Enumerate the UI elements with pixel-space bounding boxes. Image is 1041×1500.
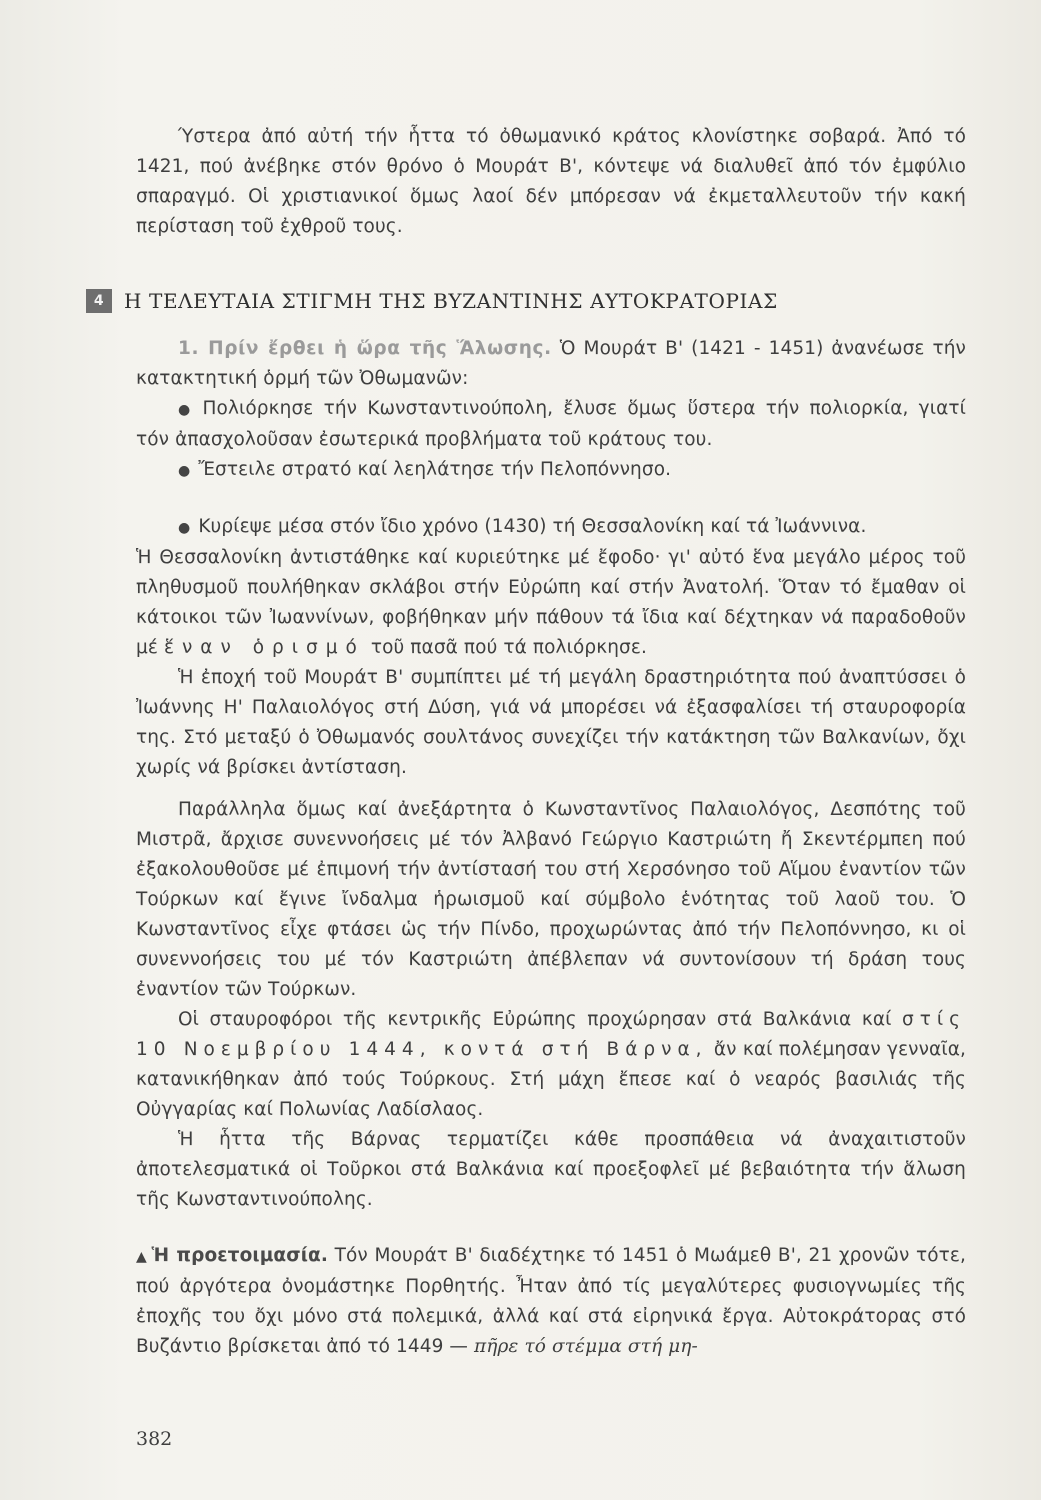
bullet-text: Ἔστειλε στρατό καί λεηλάτησε τήν Πελοπόννησο. — [198, 459, 672, 480]
itta-paragraph: Ἡ ἧττα τῆς Βάρνας τερματίζει κάθε προσπάθεια νά ἀναχαιτιστοῦν ἀποτελεσματικά οἱ Τοῦρκοι στά Βαλκάνια καί προεξοφλεῖ μέ βεβαιότητα τήν ἅλωση τῆς Κωνσταντινούπολης. — [136, 1129, 966, 1210]
bullet-text: Κυρίεψε μέσα στόν ἴδιο χρόνο (1430) τή Θεσσαλονίκη καί τά Ἰωάννινα. — [198, 516, 867, 537]
subsection-1-paragraph — [136, 334, 966, 394]
bullet-icon: ● — [178, 402, 195, 418]
page-body — [93, 122, 966, 1362]
thessaloniki-text-b: τοῦ πασᾶ πού τά πολιόρκησε. — [370, 637, 647, 658]
thessaloniki-paragraph — [136, 543, 966, 663]
subsection-2-text: Τόν Μουράτ Β' διαδέχτηκε τό 1451 ὁ Μωάμεθ Β', 21 χρονῶν τότε, πού ἀργότερα ὀνομάστηκε Πορθητής. Ἦταν ἀπό τίς μεγαλύτερες φυσιογνωμίες τῆς ἐποχῆς του ὄχι μόνο στά πολεμικά, ἀλλά καί στά εἰρηνικά ἔργα. Αὐτοκράτορας στό Βυζάντιο βρίσκεται ἀπό τό 1449 — — [136, 1245, 966, 1357]
subsection-2-title: Ἡ προετοιμασία. — [151, 1245, 328, 1266]
thessaloniki-spaced-text: ἕναν ὁρισμό — [163, 637, 365, 658]
varna-paragraph — [136, 1005, 966, 1125]
bullet-item — [136, 394, 966, 455]
epochi-paragraph: Ἡ ἐποχή τοῦ Μουράτ Β' συμπίπτει μέ τή μεγάλη δραστηριότητα πού ἀναπτύσσει ὁ Ἰωάννης Η' Παλαιολόγος στή Δύση, γιά νά μπορέσει νά ἐξασφαλίσει τή σταυροφορία της. Στό μεταξύ ὁ Ὀθωμανός σουλτάνος συνεχίζει τήν κατάκτηση τῶν Βαλκανίων, ὄχι χωρίς νά βρίσκει ἀντίσταση. — [136, 667, 966, 778]
varna-spaced-text: στίς 10 Νοεμβρίου 1444, κοντά στή Βάρνα, — [136, 1009, 966, 1060]
subsection-1-title: 1. Πρίν ἔρθει ἡ ὥρα τῆς Ἅλωσης. — [178, 338, 552, 359]
triangle-icon: ▲ — [136, 1249, 148, 1265]
section-number-badge: 4 — [86, 289, 112, 313]
thessaloniki-text-a: Ἡ Θεσσαλονίκη ἀντιστάθηκε καί κυριεύτηκε μέ ἔφοδο· γι' αὐτό ἕνα μεγάλο μέρος τοῦ πληθυσμοῦ πουλήθηκαν σκλάβοι στήν Εὐρώπη καί στήν Ἀνατολή. Ὅταν τό ἔμαθαν οἱ κάτοικοι τῶν Ἰωαννίνων, φοβήθηκαν μήν πάθουν τά ἴδια καί δέχτηκαν νά παραδοθοῦν μέ — [136, 547, 966, 658]
section-title: Η ΤΕΛΕΥΤΑΙΑ ΣΤΙΓΜΗ ΤΗΣ ΒΥΖΑΝΤΙΝΗΣ ΑΥΤΟΚΡΑΤΟΡΙΑΣ — [124, 289, 778, 313]
bullet-item — [136, 455, 966, 486]
bullet-text: Πολιόρκησε τήν Κωνσταντινούπολη, ἔλυσε ὅμως ὕστερα τήν πολιορκία, γιατί τόν ἀπασχολοῦσαν ἐσωτερικά προβλήματα τοῦ κράτους του. — [136, 398, 966, 450]
page-number: 382 — [136, 1428, 173, 1450]
bullet-icon: ● — [178, 520, 191, 536]
subsection-2-paragraph — [136, 1241, 966, 1362]
bullet-item — [136, 512, 966, 543]
section-heading — [86, 286, 966, 316]
subsection-1-text: Ὁ Μουράτ Β' (1421 - 1451) ἀνανέωσε τήν κατακτητική ὁρμή τῶν Ὀθωμανῶν: — [136, 338, 966, 389]
konstantinos-paragraph: Παράλληλα ὅμως καί ἀνεξάρτητα ὁ Κωνσταντῖνος Παλαιολόγος, Δεσπότης τοῦ Μιστρᾶ, ἄρχισε συνεννοήσεις μέ τόν Ἀλβανό Γεώργιο Καστριώτη ἤ Σκεντέρμπεη πού ἐξακολουθοῦσε μέ ἐπιμονή τήν ἀντίστασή του στή Χερσόνησο τοῦ Αἵμου ἐναντίον τῶν Τούρκων καί ἔγινε ἴνδαλμα ἡρωισμοῦ καί σύμβολο ἑνότητας τοῦ λαοῦ του. Ὁ Κωνσταντῖνος εἶχε φτάσει ὡς τήν Πίνδο, προχωρώντας ἀπό τήν Πελοπόννησο, κι οἱ συνεννοήσεις του μέ τόν Καστριώτη ἀπέβλεπαν νά συντονίσουν τή δράση τους ἐναντίον τῶν Τούρκων. — [136, 799, 966, 1000]
bullet-icon: ● — [178, 463, 191, 479]
intro-paragraph: Ύστερα ἀπό αὐτή τήν ἧττα τό ὀθωμανικό κράτος κλονίστηκε σοβαρά. Ἀπό τό 1421, πού ἀνέβηκε στόν θρόνο ὁ Μουράτ Β', κόντεψε νά διαλυθεῖ ἀπό τόν ἐμφύλιο σπαραγμό. Οἱ χριστιανικοί ὅμως λαοί δέν μπόρεσαν νά ἐκμεταλλευτοῦν τήν κακή περίσταση τοῦ ἐχθροῦ τους. — [136, 126, 966, 237]
varna-text-a: Οἱ σταυροφόροι τῆς κεντρικῆς Εὐρώπης προχώρησαν στά Βαλκάνια καί — [178, 1009, 892, 1030]
varna-text-b: ἄν καί πολέμησαν γενναῖα, κατανικήθηκαν ἀπό τούς Τούρκους. Στή μάχη ἔπεσε καί ὁ νεαρός βασιλιάς τῆς Οὐγγαρίας καί Πολωνίας Λαδίσλαος. — [136, 1039, 966, 1120]
subsection-2-italic-text: πῆρε τό στέμμα στή μη- — [474, 1336, 698, 1357]
